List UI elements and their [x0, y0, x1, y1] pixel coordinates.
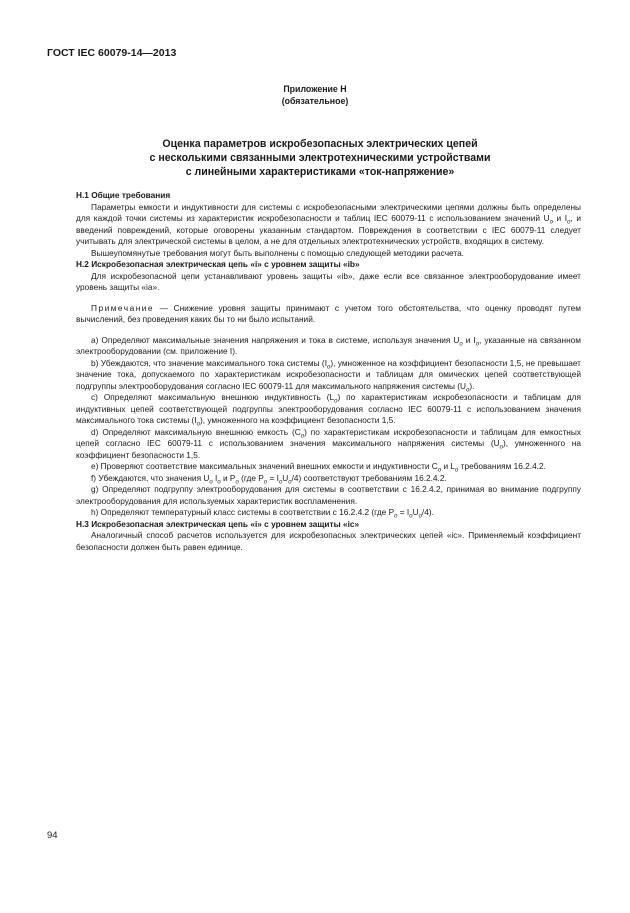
title-line-1: Оценка параметров искробезопасных электрических цепей [162, 138, 478, 150]
list-item-a: a) Определяют максимальные значения напряжения и тока в системе, используя значения $U_o$ и $I_o$, указанные на связанном электрооборудовании (см. приложение I). [76, 334, 582, 356]
list-item-f: f) Убеждаются, что значения $U_o$ $I_o$ и $P_o$ (где $P_o = I_oU_o/4$) соответствуют требованиям 16.2.4.2. [91, 472, 447, 486]
document-body [76, 190, 581, 553]
list-item-b: b) Убеждаются, что значение максимального тока системы $(I_o)$, умноженное на коэффициент безопасности 1,5, не превышает значение тока, допускаемого по характеристикам искробезопасности и таблицам для омических цепей соответствующей подгруппы электрооборудования согласно IEC 60079-11 для максимального напряжения системы $(U_o)$. [76, 357, 581, 394]
annex-status: (обязательное) [281, 96, 349, 106]
list-item-e: e) Проверяют соответствие максимальных значений внешних емкости и индуктивности $C_o$ и $L_o$ требованиям 16.2.4.2. [91, 461, 546, 474]
list-item-c: c) Определяют максимальную внешнюю индуктивность $(L_o)$ по характеристикам искробезопасности и таблицам для индуктивных цепей соответствующей подгруппы электрооборудования согласно IEC 60079-11 с использованием значения максимального тока системы $(I_o)$, умноженного на коэффициент безопасности 1,5. [76, 392, 581, 428]
note: Примечание — Снижение уровня защиты принимают с учетом того обстоятельства, что оценку проводят путем вычислений, без проведения каких бы то ни было испытаний. [76, 302, 581, 324]
list-item-d: d) Определяют максимальную внешнюю емкость $(C_o)$ по характеристикам искробезопасности и таблицам для емкостных цепей согласно IEC 60079-11 с использованием значения максимального напряжения системы $(U_o)$, умноженного на коэффициент безопасности 1,5. [76, 426, 581, 460]
paragraph-h3-1: Аналогичный способ расчетов используется для искробезопасных электрических цепей «ic». Применяемый коэффициент безопасности должен быть равен единице. [76, 530, 581, 552]
note-lead: Примечание [91, 302, 155, 313]
page-number: 94 [47, 830, 58, 841]
section-heading-h3: Н.3 Искробезопасная электрическая цепь «i» с уровнем защиты «ic» [76, 518, 360, 529]
title-line-2: с несколькими связанными электротехническими устройствами [149, 152, 491, 164]
annex-label: Приложение Н [283, 84, 347, 94]
section-heading-h2: Н.2 Искробезопасная электрическая цепь «i» с уровнем защиты «ib» [76, 259, 360, 269]
paragraph-h1-2: Вышеупомянутые требования могут быть выполнены с помощью следующей методики расчета. [91, 247, 464, 258]
paragraph-h2-1: Для искробезопасной цепи устанавливают уровень защиты «ib», даже если все связанное электрооборудование имеет уровень защиты «ia». [76, 270, 581, 292]
section-heading-h1: Н.1 Общие требования [76, 190, 171, 200]
title-line-3: с линейными характеристиками «ток-напряжение» [185, 166, 455, 178]
document-title [60, 137, 580, 179]
list-item-h: h) Определяют температурный класс системы в соответствии с 16.2.4.2 (где $P_o = I_oU_o/4$). [91, 507, 434, 520]
paragraph-h1-1: Параметры емкости и индуктивности для системы с искробезопасными электрическими цепями должны быть определены для каждой точки системы из характеристик искробезопасности и таблиц IEC 60079-11 с использованием значений $U_o$ и $I_o$, и введений повреждений, которые оговорены указанным стандартом. Повреждения в соответствии с IEC 60079-11 следует учитывать для электрической системы в целом, а не для отдельных электротехнических устройств, входящих в систему. [76, 201, 582, 246]
list-item-g: g) Определяют подгруппу электрооборудования для системы в соответствии с 16.2.4.2, принимая во внимание подгруппу электрооборудования для используемых характеристик воспламенения. [76, 484, 581, 506]
standard-code: ГОСТ IEC 60079-14—2013 [47, 47, 177, 59]
